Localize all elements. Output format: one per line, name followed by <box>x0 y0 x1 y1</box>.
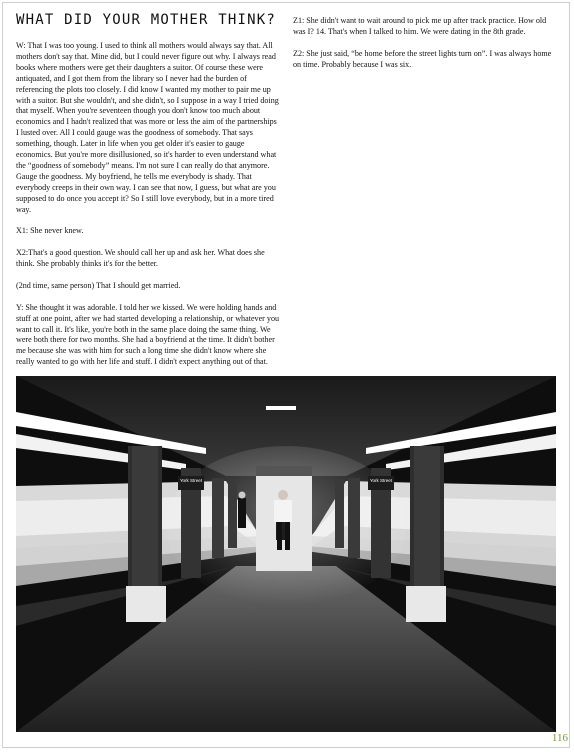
sign-right-label: York Street <box>369 478 393 483</box>
answer-x2-second: (2nd time, same person) That I should get married. <box>16 280 181 290</box>
answer-z1: Z1: She didn't want to wait around to pick me up after track practice. How old was I? 14. That's when I talked to him. We were dating in the 8th grade. <box>293 16 547 36</box>
right-column <box>293 16 555 81</box>
answer-z2: Z2: She just said, “be home before the street lights turn on”. I was always home on time. Probably because I was six. <box>293 48 552 69</box>
page-title: WHAT DID YOUR MOTHER THINK? <box>16 12 276 28</box>
answer-x2: X2:That's a good question. We should call her up and ask her. What does she think. She probably thinks it's for the better. <box>16 248 265 269</box>
answer-y: Y: She thought it was adorable. I told her we kissed. We were holding hands and stuff at one point, after we had started developing a relationship, or whatever you want to call it. It's like, you're both in the same place doing the same thing. We were both there for two months. She had a boyfriend at the time. It didn't bother me because she was with him for such a long time she didn't know where she really wanted to go with her life and stuff. I didn't expect anything out of that. <box>16 302 280 367</box>
left-column <box>16 41 280 379</box>
subway-platform-photo <box>16 376 556 732</box>
sign-left-label: York Street <box>179 478 203 483</box>
answer-w: W: That I was too young. I used to think all mothers would always say that. All mothers don't say that. Mine did, but I could never figure out why. I always read books where mothers were get their daughters a suitor. Of course these were antiquated, and I got them from the library so I never had the burden of referencing the plots too closely. I did know I wanted my mother to pair me up with a suitor. But she wouldn't, and she didn't, so I suppose in a way I tried doing that myself. When you're seventeen though you don't know too much about economics and I hadn't realized that was more or less the aim of the partnerships I lusted over. All I could gauge was the goodness of somebody. That says something, though. Later in life when you get older it's easier to gauge economics. But you're more disillusioned, so it's harder to even understand what the “goodness of somebody” means. I'm not sure I can really do that anymore. Gauge the goodness. My boyfriend, he tells me everybody is shady. That everybody creeps in their own way. I can see that now, I guess, but what are you supposed to do once you accept it? So I still love everybody, but in a more tired way. <box>16 41 279 214</box>
page-number: 116 <box>551 732 568 744</box>
answer-x1: X1: She never knew. <box>16 226 84 236</box>
